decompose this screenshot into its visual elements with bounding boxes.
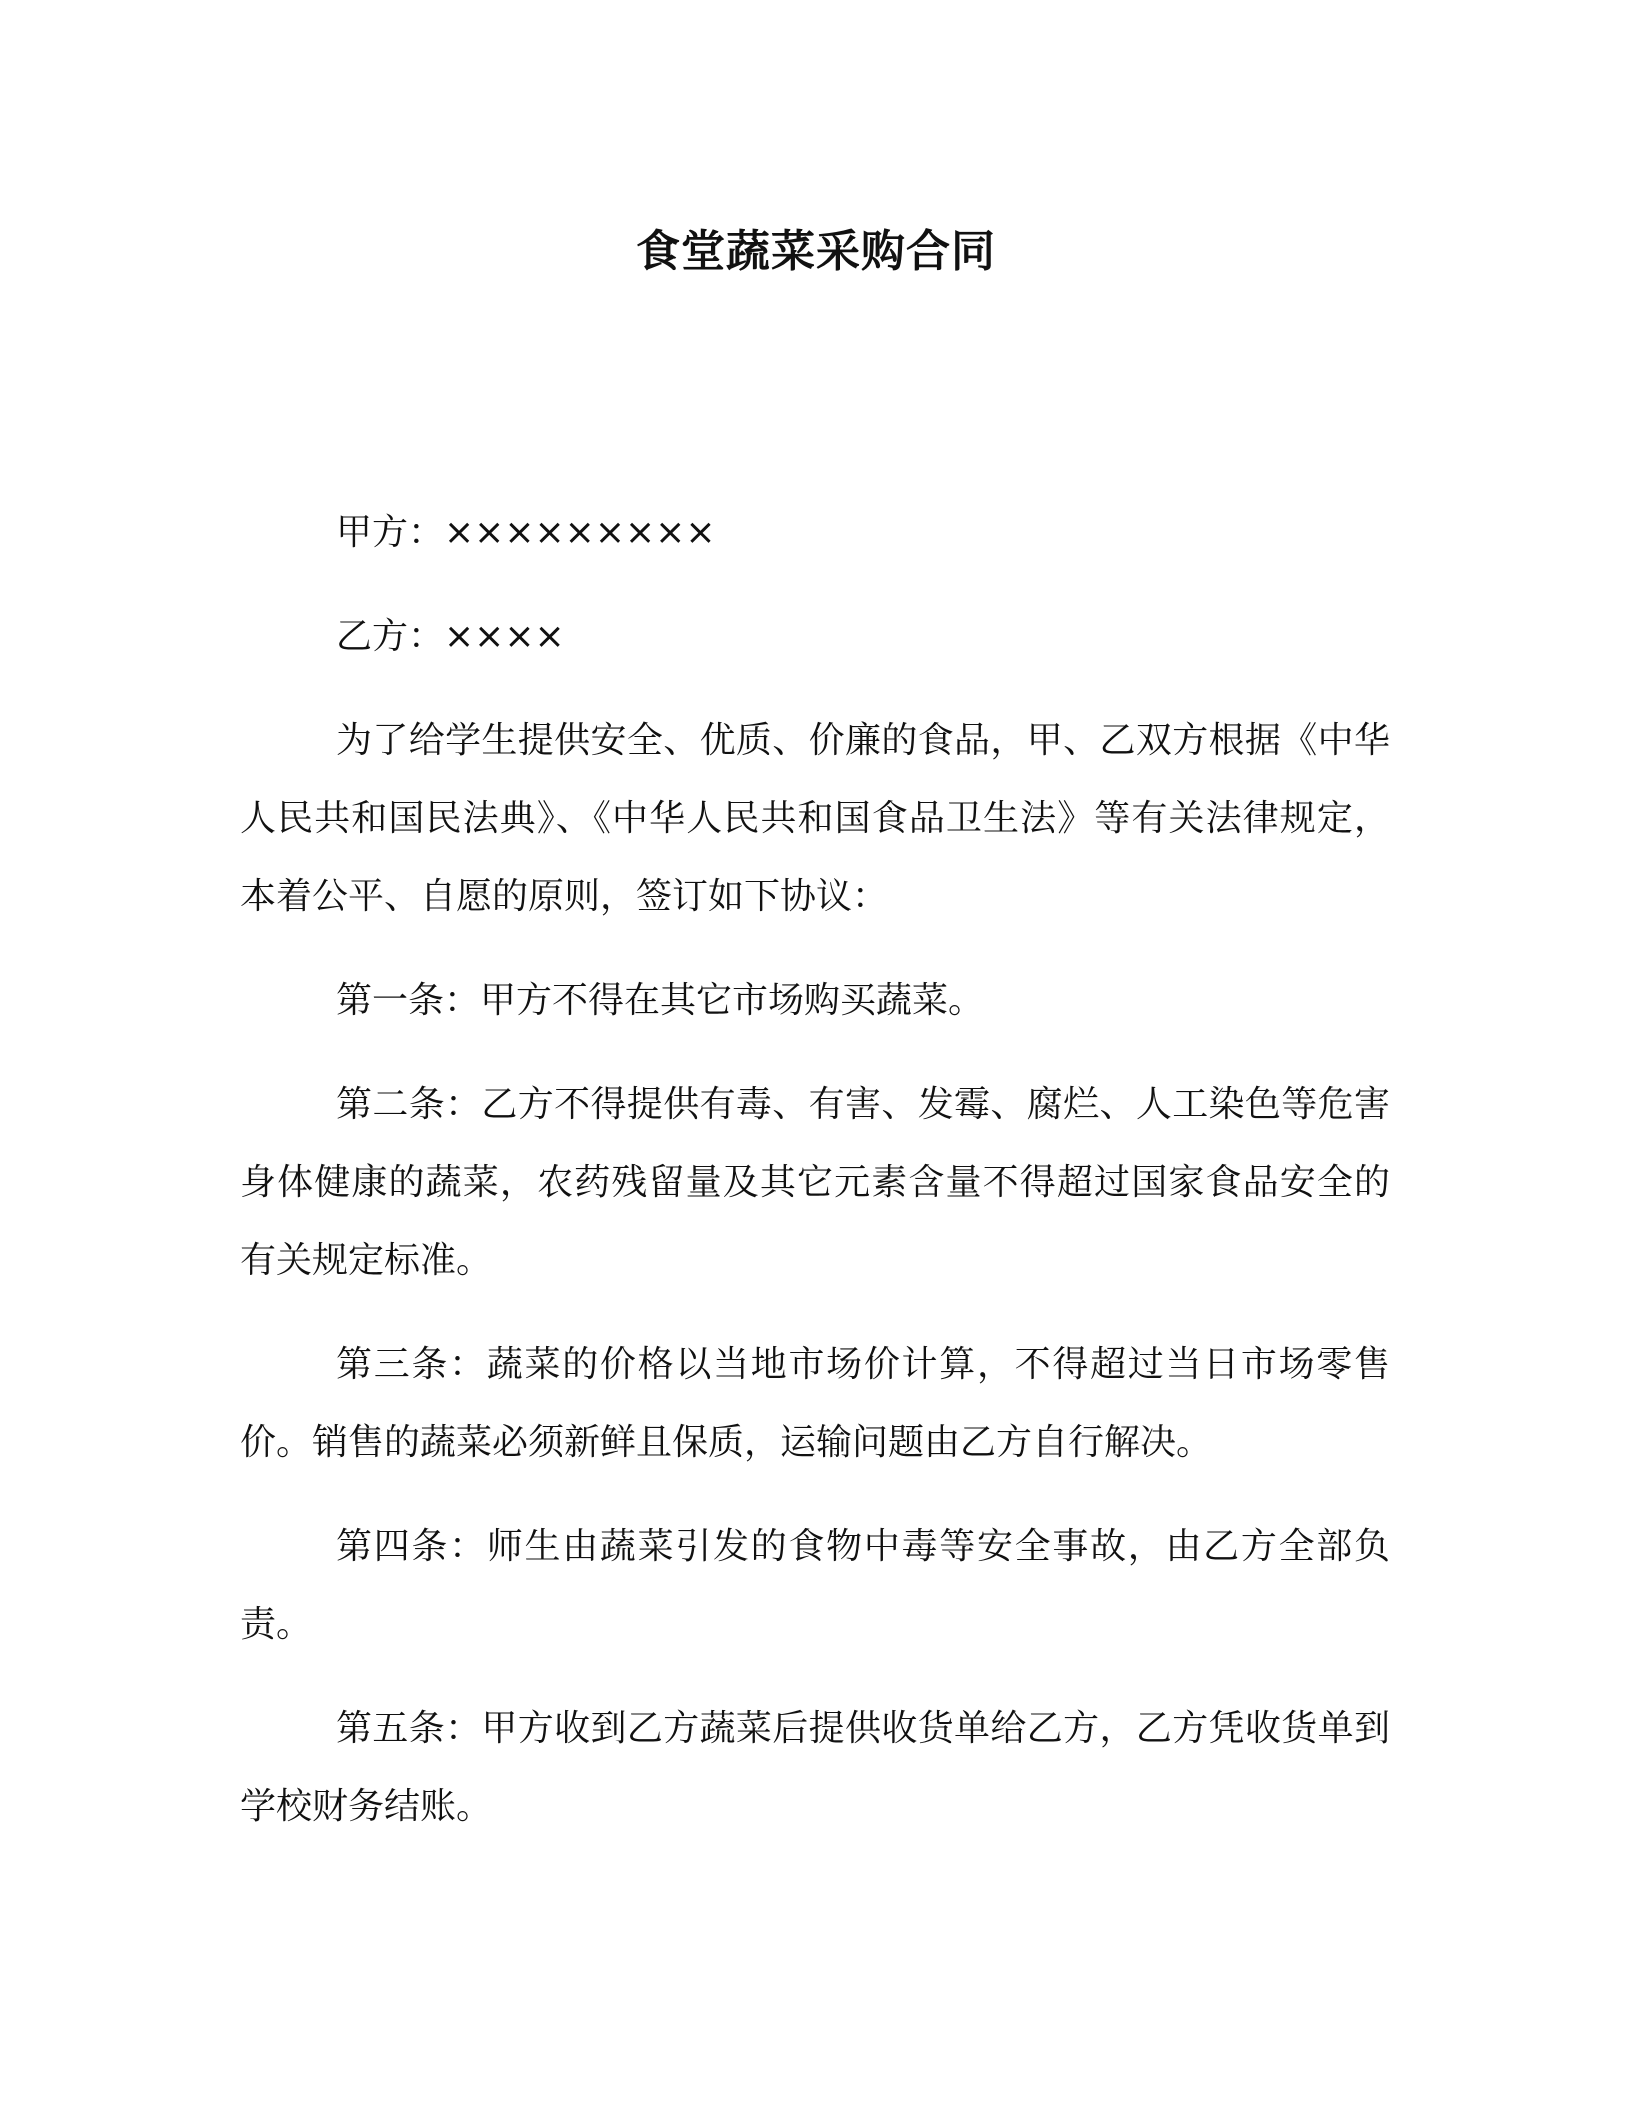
article-5: 第五条：甲方收到乙方蔬菜后提供收货单给乙方，乙方凭收货单到学校财务结账。 (240, 1708, 1390, 1827)
article-4: 第四条：师生由蔬菜引发的食物中毒等安全事故，由乙方全部负责。 (240, 1526, 1390, 1645)
article-2: 第二条：乙方不得提供有毒、有害、发霉、腐烂、人工染色等危害身体健康的蔬菜，农药残留量及其它元素含量不得超过国家食品安全的有关规定标准。 (240, 1084, 1390, 1281)
article-3: 第三条：蔬菜的价格以当地市场价计算，不得超过当日市场零售价。销售的蔬菜必须新鲜且保质，运输问题由乙方自行解决。 (240, 1344, 1390, 1463)
party-a: 甲方：××××××××× (336, 512, 716, 553)
preamble: 为了给学生提供安全、优质、价廉的食品，甲、乙双方根据《中华人民共和国民法典》、《中华人民共和国食品卫生法》等有关法律规定，本着公平、自愿的原则，签订如下协议： (240, 720, 1390, 917)
document-body (240, 494, 1390, 1872)
page-title: 食堂蔬菜采购合同 (636, 226, 996, 277)
party-b: 乙方：×××× (336, 616, 565, 657)
article-1: 第一条：甲方不得在其它市场购买蔬菜。 (336, 980, 985, 1021)
